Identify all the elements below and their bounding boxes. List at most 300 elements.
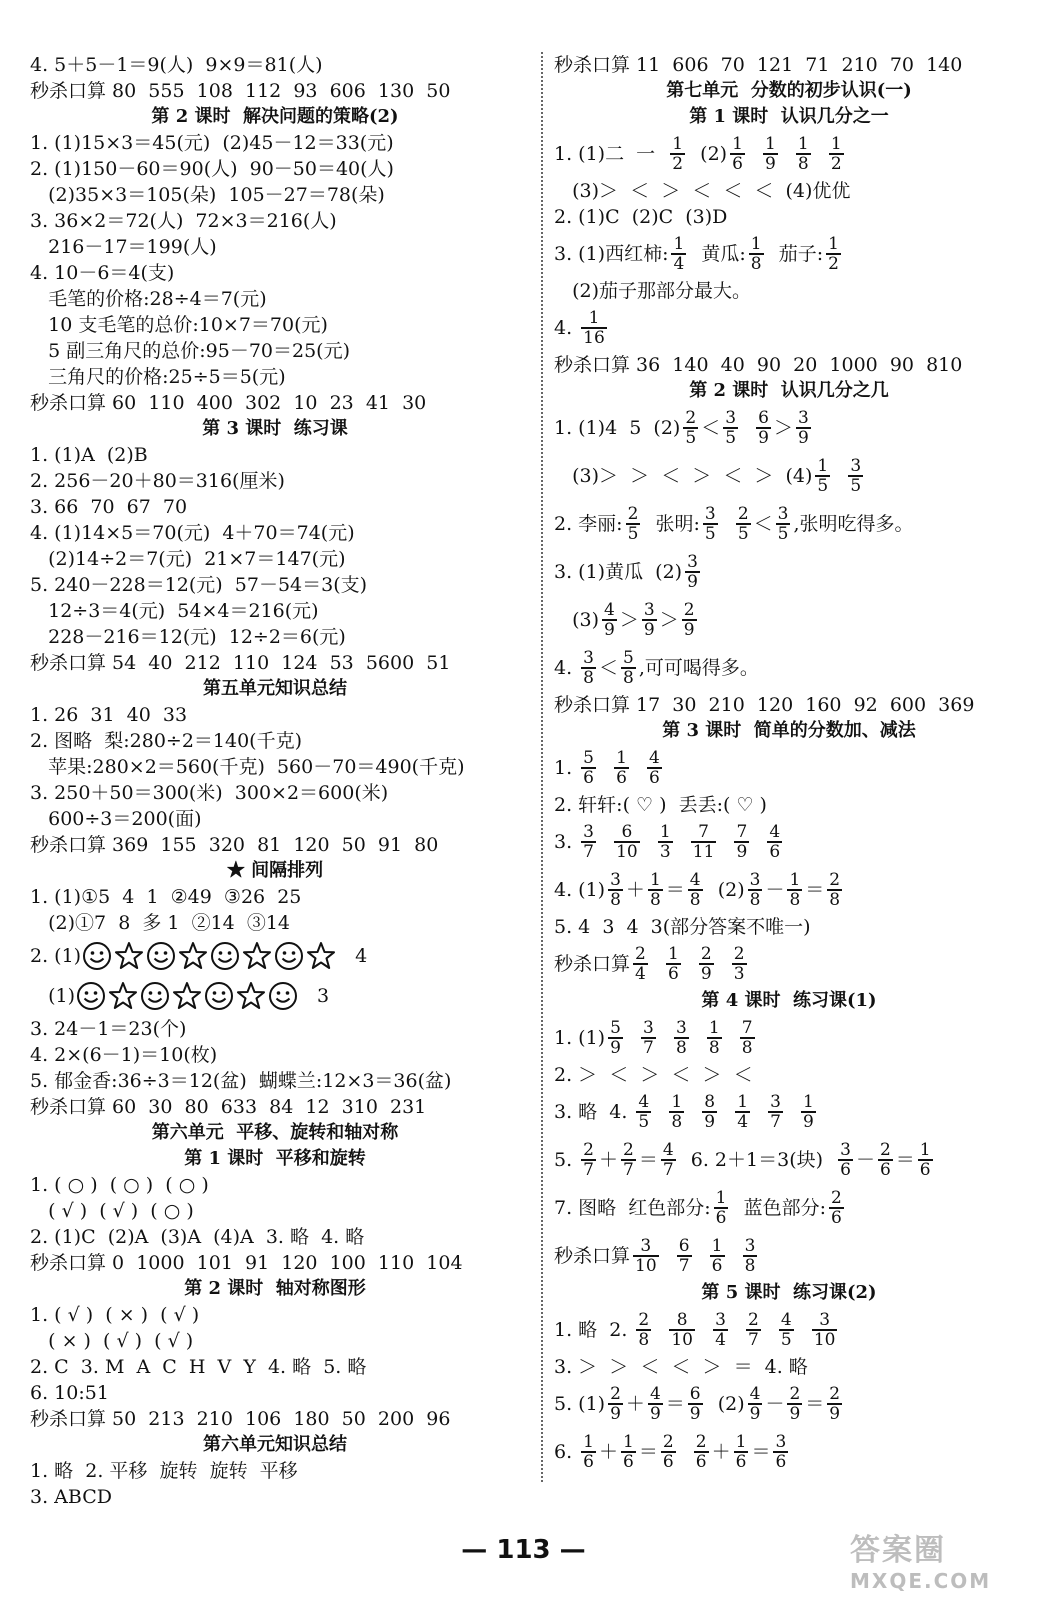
fraction-denominator: 5 [780,1329,792,1350]
fraction [735,1093,750,1132]
fraction-numerator: 4 [780,1309,792,1330]
answer-line-with-fractions [554,1184,1024,1232]
answer-text [679,1428,691,1476]
answer-text [632,744,644,792]
fraction-denominator: 8 [708,1037,720,1058]
fraction [674,1019,689,1058]
answer-text: － [765,879,785,901]
fraction-denominator: 7 [662,1159,674,1180]
fraction-numerator: 3 [640,1235,652,1256]
answer-line: 秒杀口算 54 40 212 110 124 53 5600 51 [30,652,451,674]
star-outline-icon [108,981,138,1011]
answer-text: (1) [30,985,76,1007]
fraction-denominator: 9 [649,1403,661,1424]
answer-text [692,1014,704,1062]
smiley-face-icon [76,981,106,1011]
fraction [767,823,782,862]
answer-line-with-fractions [554,866,1024,914]
answer-line: 1. (1)①5 4 1 ②49 ③26 25 [30,886,302,908]
fraction-numerator: 1 [588,307,600,328]
fraction [636,1093,651,1132]
fraction-denominator: 5 [704,523,716,544]
fraction [826,235,841,274]
fraction-denominator: 8 [623,667,634,688]
answer-text: (2) [705,1393,745,1415]
fraction-numerator: 3 [725,407,737,428]
fraction [776,505,791,544]
fraction [714,1189,729,1228]
answer-text: ＝ [638,1149,658,1171]
fraction-numerator: 4 [604,599,615,620]
fraction-numerator: 3 [715,1309,726,1330]
fraction-numerator: 3 [583,647,594,668]
fraction-numerator: 6 [621,821,633,842]
fraction [669,1311,695,1350]
answer-line-with-fractions [554,1380,1024,1428]
fraction [713,1311,728,1350]
fraction-numerator: 1 [737,1091,749,1112]
smiley-star-pattern-row [30,976,520,1016]
fraction [732,945,747,984]
column-divider [541,52,543,1482]
fraction-denominator: 7 [583,1159,594,1180]
answer-line: 秒杀口算 0 1000 101 91 120 100 110 104 [30,1252,463,1274]
answer-line: 2. ＞ ＜ ＞ ＜ ＞ ＜ [554,1064,753,1086]
fraction [602,601,617,640]
answer-text: 4. [554,317,579,339]
fraction-denominator: 5 [685,427,697,448]
smiley-face-icon [82,941,112,971]
answer-text [599,744,611,792]
fraction-denominator: 8 [741,1037,753,1058]
fraction-denominator: 10 [616,841,638,862]
fraction-numerator: 3 [840,1139,851,1160]
star-outline-icon [178,941,208,971]
fraction [608,871,623,910]
answer-line: ( √ ) ( √ ) ( ○ ) [30,1200,194,1222]
fraction-denominator: 9 [829,1403,841,1424]
fraction-numerator: 2 [683,599,695,620]
fraction-numerator: 4 [769,821,781,842]
fraction-denominator: 7 [678,1255,690,1276]
fraction [648,871,663,910]
answer-text [717,940,729,988]
answer-text: 1. 略 2. [554,1319,634,1341]
answer-line-with-fractions [554,1014,1024,1062]
answer-line-with-fractions [554,1136,1024,1184]
fraction-denominator: 9 [749,1403,761,1424]
fraction-numerator: 4 [649,747,660,768]
fraction-denominator: 8 [797,153,809,174]
answer-text [728,1232,740,1280]
fraction-denominator: 10 [813,1329,836,1350]
fraction-denominator: 7 [770,1111,781,1132]
answer-line-with-fractions [554,230,1024,278]
fraction-numerator: 4 [649,1383,661,1404]
answer-text: ＞ [659,609,679,631]
fraction-denominator: 8 [675,1037,687,1058]
answer-line: ( × ) ( √ ) ( √ ) [30,1330,194,1352]
answer-line-with-fractions [554,644,1024,692]
fraction-numerator: 4 [749,1383,761,1404]
fraction [878,1141,893,1180]
answer-text [748,130,760,178]
answer-text: 4 [355,945,368,967]
answer-text: 3. 略 4. [554,1101,634,1123]
fraction [677,1237,692,1276]
answer-text [698,1306,710,1354]
fraction [815,457,830,496]
fraction-numerator: 3 [744,1235,756,1256]
answer-text: ＝ [895,1149,915,1171]
answer-line: 2. (1)C (2)A (3)A (4)A 3. 略 4. 略 [30,1226,365,1248]
answer-line-with-fractions [554,1232,1024,1280]
answer-text: ＜ [599,657,619,679]
answer-text: 5. [554,1149,579,1171]
answer-text [721,500,733,548]
answer-line: 3. 66 70 67 70 [30,496,188,518]
answer-line-with-fractions [554,1306,1024,1354]
section-heading: 第七单元 分数的初步认识(一) [666,80,912,101]
smiley-face-icon [140,981,170,1011]
fraction-denominator: 6 [715,1207,727,1228]
answer-line: 1. ( √ ) ( × ) ( √ ) [30,1304,200,1326]
answer-text: (3) [554,609,600,631]
fraction-denominator: 4 [715,1329,726,1350]
fraction [648,1385,663,1424]
fraction-denominator: 8 [789,889,801,910]
answer-line-with-fractions [554,404,1024,452]
fraction-numerator: 3 [770,1091,781,1112]
smiley-face-icon [210,941,240,971]
fraction-denominator: 9 [683,619,695,640]
smiley-face-icon [146,941,176,971]
fraction-denominator: 9 [797,427,809,448]
fraction-denominator: 8 [829,889,841,910]
fraction-numerator: 4 [689,869,701,890]
fraction [608,1019,623,1058]
fraction-numerator: 1 [750,233,762,254]
fraction-denominator: 8 [610,889,621,910]
answer-line: 秒杀口算 36 140 40 90 20 1000 90 810 [554,354,963,376]
fraction [670,135,685,174]
fraction [641,1019,656,1058]
fraction-numerator: 1 [828,233,839,254]
fraction [787,1385,802,1424]
fraction-numerator: 2 [830,1187,842,1208]
fraction-denominator: 6 [583,1451,594,1472]
fraction-denominator: 4 [737,1111,749,1132]
answer-line: 2. 轩轩:( ♡ ) 丢丢:( ♡ ) [554,794,767,816]
answer-text: (3)＞ ＞ ＜ ＞ ＜ ＞ (4) [554,465,813,487]
answer-line-with-fractions [554,452,1024,500]
fraction-denominator: 8 [583,667,594,688]
fraction-numerator: 1 [789,869,801,890]
answer-text: 3. [554,831,579,853]
fraction [581,649,596,688]
answer-text: 6. 2＋1＝3(块) [678,1149,836,1171]
fraction-numerator: 3 [610,869,621,890]
star-outline-icon [114,941,144,971]
answer-line: 5. 240－228＝12(元) 57－54＝3(支) [30,574,368,596]
fraction [694,1433,709,1472]
fraction-denominator: 8 [744,1255,756,1276]
fraction [710,1237,725,1276]
fraction-numerator: 2 [879,1139,891,1160]
answer-text: ＝ [751,1441,771,1463]
answer-line: 4. 10－6＝4(支) [30,262,175,284]
section-heading: 第 2 课时 轴对称图形 [184,1278,366,1299]
fraction-denominator: 9 [610,1403,621,1424]
answer-text: 7. 图略 红色部分: [554,1197,711,1219]
answer-text [753,1088,765,1136]
fraction [918,1141,933,1180]
fraction-denominator: 8 [638,1329,650,1350]
answer-line: 5. 郁金香:36÷3＝12(盆) 蝴蝶兰:12×3＝36(盆) [30,1070,452,1092]
answer-text: ＋ [625,1393,645,1415]
answer-line: 600÷3＝200(面) [30,808,202,830]
answer-text: ＋ [625,879,645,901]
fraction-numerator: 3 [850,455,862,476]
answer-line: (2)14÷2＝7(元) 21×7＝147(元) [30,548,346,570]
fraction-denominator: 6 [649,767,660,788]
fraction [658,823,673,862]
fraction-numerator: 7 [698,821,709,842]
fraction-numerator: 1 [817,455,829,476]
answer-text [797,1306,809,1354]
fraction-denominator: 7 [623,1159,634,1180]
answer-text [676,818,688,866]
answer-text [654,1306,666,1354]
fraction-numerator: 2 [610,1383,621,1404]
answer-line: 1. ( ○ ) ( ○ ) ( ○ ) [30,1174,209,1196]
fraction-numerator: 5 [623,647,634,668]
answer-text: 茄子: [766,243,824,265]
answer-line: 5. 4 3 4 3(部分答案不唯一) [554,916,811,938]
fraction-numerator: 6 [758,407,769,428]
smiley-star-pattern-row [30,936,520,976]
answer-text: ,张明吃得多。 [793,513,914,535]
section-heading: 第 1 课时 认识几分之一 [689,106,889,127]
answer-line: 4. 2×(6－1)＝10(枚) [30,1044,218,1066]
section-heading: 第六单元知识总结 [203,1434,347,1455]
answer-text: 2. (1) [30,945,82,967]
answer-line: 2. (1)C (2)C (3)D [554,206,728,228]
fraction [621,1141,636,1180]
answer-line-with-fractions [554,1428,1024,1476]
fraction-numerator: 6 [689,1383,701,1404]
fraction [838,1141,853,1180]
fraction-denominator: 11 [692,841,715,862]
fraction-numerator: 1 [673,233,685,254]
answer-text [626,1014,638,1062]
fraction [801,1093,816,1132]
answer-line: 苹果:280×2＝560(千克) 560－70＝490(千克) [30,756,465,778]
answer-text [659,1014,671,1062]
answer-text: － [765,1393,785,1415]
answer-text: － [855,1149,875,1171]
answer-text [687,1088,699,1136]
fraction [688,871,703,910]
fraction [749,235,764,274]
fraction [734,823,749,862]
answer-text: 秒杀口算 [554,1245,631,1267]
answer-text: ＜ [753,513,773,535]
answer-text: 5. (1) [554,1393,606,1415]
answer-text [833,452,845,500]
smiley-face-icon [268,981,298,1011]
fraction-numerator: 1 [671,1091,683,1112]
fraction-denominator: 9 [803,1111,814,1132]
section-heading: ★ 间隔排列 [226,860,324,881]
answer-text: 4. [554,657,579,679]
answer-line: 2. 图略 梨:280÷2＝140(千克) [30,730,303,752]
fraction [734,1433,749,1472]
watermark-url: MXQE.COM [850,1569,992,1593]
fraction [699,945,714,984]
fraction-numerator: 3 [749,869,761,890]
answer-line: 3. 250＋50＝300(米) 300×2＝600(米) [30,782,389,804]
fraction-denominator: 16 [583,327,605,348]
answer-text: 1. (1)4 5 (2) [554,417,681,439]
answer-text [643,818,655,866]
answer-text: 6. [554,1441,579,1463]
fraction [688,1385,703,1424]
section-heading: 第 5 课时 练习课(2) [701,1282,877,1303]
fraction-denominator: 8 [689,889,701,910]
section-heading: 第 4 课时 练习课(1) [701,990,877,1011]
fraction-numerator: 2 [638,1309,650,1330]
fraction-denominator: 9 [610,1037,621,1058]
fraction-numerator: 8 [676,1309,688,1330]
fraction [748,1385,763,1424]
answer-line: 1. 略 2. 平移 旋转 旋转 平移 [30,1460,298,1482]
fraction-numerator: 1 [659,821,671,842]
answer-text [781,130,793,178]
answer-line-with-fractions [554,548,1024,596]
answer-text: 张明: [643,513,700,535]
fraction-numerator: 1 [803,1091,814,1112]
answer-line: 4. (1)14×5＝70(元) 4＋70＝74(元) [30,522,355,544]
fraction [773,1433,788,1472]
watermark-text: 答案圈 [850,1533,946,1568]
answer-text: (2) [705,879,745,901]
answer-text [684,940,696,988]
fraction [614,823,640,862]
fraction-denominator: 6 [662,1451,674,1472]
answer-line-with-fractions [554,130,1024,178]
fraction [746,1311,761,1350]
answer-text [725,1014,737,1062]
fraction [633,1237,659,1276]
fraction-denominator: 8 [649,889,661,910]
answer-text: 3. (1)黄瓜 (2) [554,561,683,583]
fraction-denominator: 6 [879,1159,891,1180]
answer-text [599,818,611,866]
answer-line: (3)＞ ＜ ＞ ＜ ＜ ＜ (4)优优 [554,180,851,202]
answer-line: 2. 256－20＋80＝316(厘米) [30,470,285,492]
fraction [812,1311,838,1350]
fraction [581,1141,596,1180]
fraction [702,1093,717,1132]
fraction-numerator: 1 [830,133,842,154]
fraction-numerator: 2 [685,407,697,428]
answer-line: 2. (1)150－60＝90(人) 90－50＝40(人) [30,158,394,180]
fraction-numerator: 3 [643,599,655,620]
answer-text: ＞ [773,417,793,439]
section-heading: 第 3 课时 简单的分数加、减法 [662,720,916,741]
fraction-numerator: 7 [736,821,748,842]
fraction-numerator: 4 [662,1139,674,1160]
fraction-numerator: 1 [735,1431,747,1452]
fraction-numerator: 2 [789,1383,801,1404]
fraction-numerator: 3 [643,1017,654,1038]
right-column [554,52,1024,1476]
fraction [827,871,842,910]
answer-text: 黄瓜: [689,243,746,265]
answer-line: 毛笔的价格:28÷4＝7(元) [30,288,267,310]
answer-text: ＋ [711,1441,731,1463]
fraction-numerator: 3 [777,503,789,524]
fraction-denominator: 6 [583,767,594,788]
smiley-face-icon [274,941,304,971]
answer-line-with-fractions [554,1088,1024,1136]
fraction-denominator: 6 [840,1159,851,1180]
answer-text: ＝ [805,1393,825,1415]
fraction-numerator: 1 [765,133,776,154]
fraction-denominator: 6 [711,1255,723,1276]
answer-text: 2. 李丽: [554,513,623,535]
answer-text [662,1232,674,1280]
answer-line: 1. (1)A (2)B [30,444,148,466]
fraction [661,1433,676,1472]
fraction [740,1019,755,1058]
fraction-denominator: 2 [828,253,839,274]
smiley-face-icon [204,981,234,1011]
fraction [763,135,778,174]
fraction [685,553,700,592]
fraction [669,1093,684,1132]
fraction [683,409,698,448]
fraction-denominator: 6 [667,963,679,984]
answer-text [814,130,826,178]
answer-text: (2) [688,143,728,165]
fraction [666,945,681,984]
answer-line: 2. C 3. M A C H V Y 4. 略 5. 略 [30,1356,367,1378]
answer-line: 4. 5＋5－1＝9(人) 9×9＝81(人) [30,54,323,76]
answer-line: 10 支毛笔的总价:10×7＝70(元) [30,314,328,336]
fraction [730,135,745,174]
fraction-denominator: 5 [777,523,789,544]
answer-text: ＝ [665,879,685,901]
fraction-denominator: 8 [750,253,762,274]
answer-line: 12÷3＝4(元) 54×4＝216(元) [30,600,319,622]
fraction [682,601,697,640]
fraction-numerator: 2 [627,503,639,524]
answer-line: 1. (1)15×3＝45(元) (2)45－12＝33(元) [30,132,394,154]
fraction-denominator: 6 [830,1207,842,1228]
fraction-denominator: 6 [919,1159,931,1180]
answer-text: 蓝色部分: [731,1197,826,1219]
fraction-denominator: 3 [659,841,671,862]
answer-text: 1. [554,757,579,779]
fraction [647,749,662,788]
fraction-denominator: 8 [749,889,761,910]
answer-line: 3. 24－1＝23(个) [30,1018,187,1040]
section-heading: 第 3 课时 练习课 [202,418,348,439]
fraction-denominator: 7 [583,841,594,862]
answer-text [720,1088,732,1136]
